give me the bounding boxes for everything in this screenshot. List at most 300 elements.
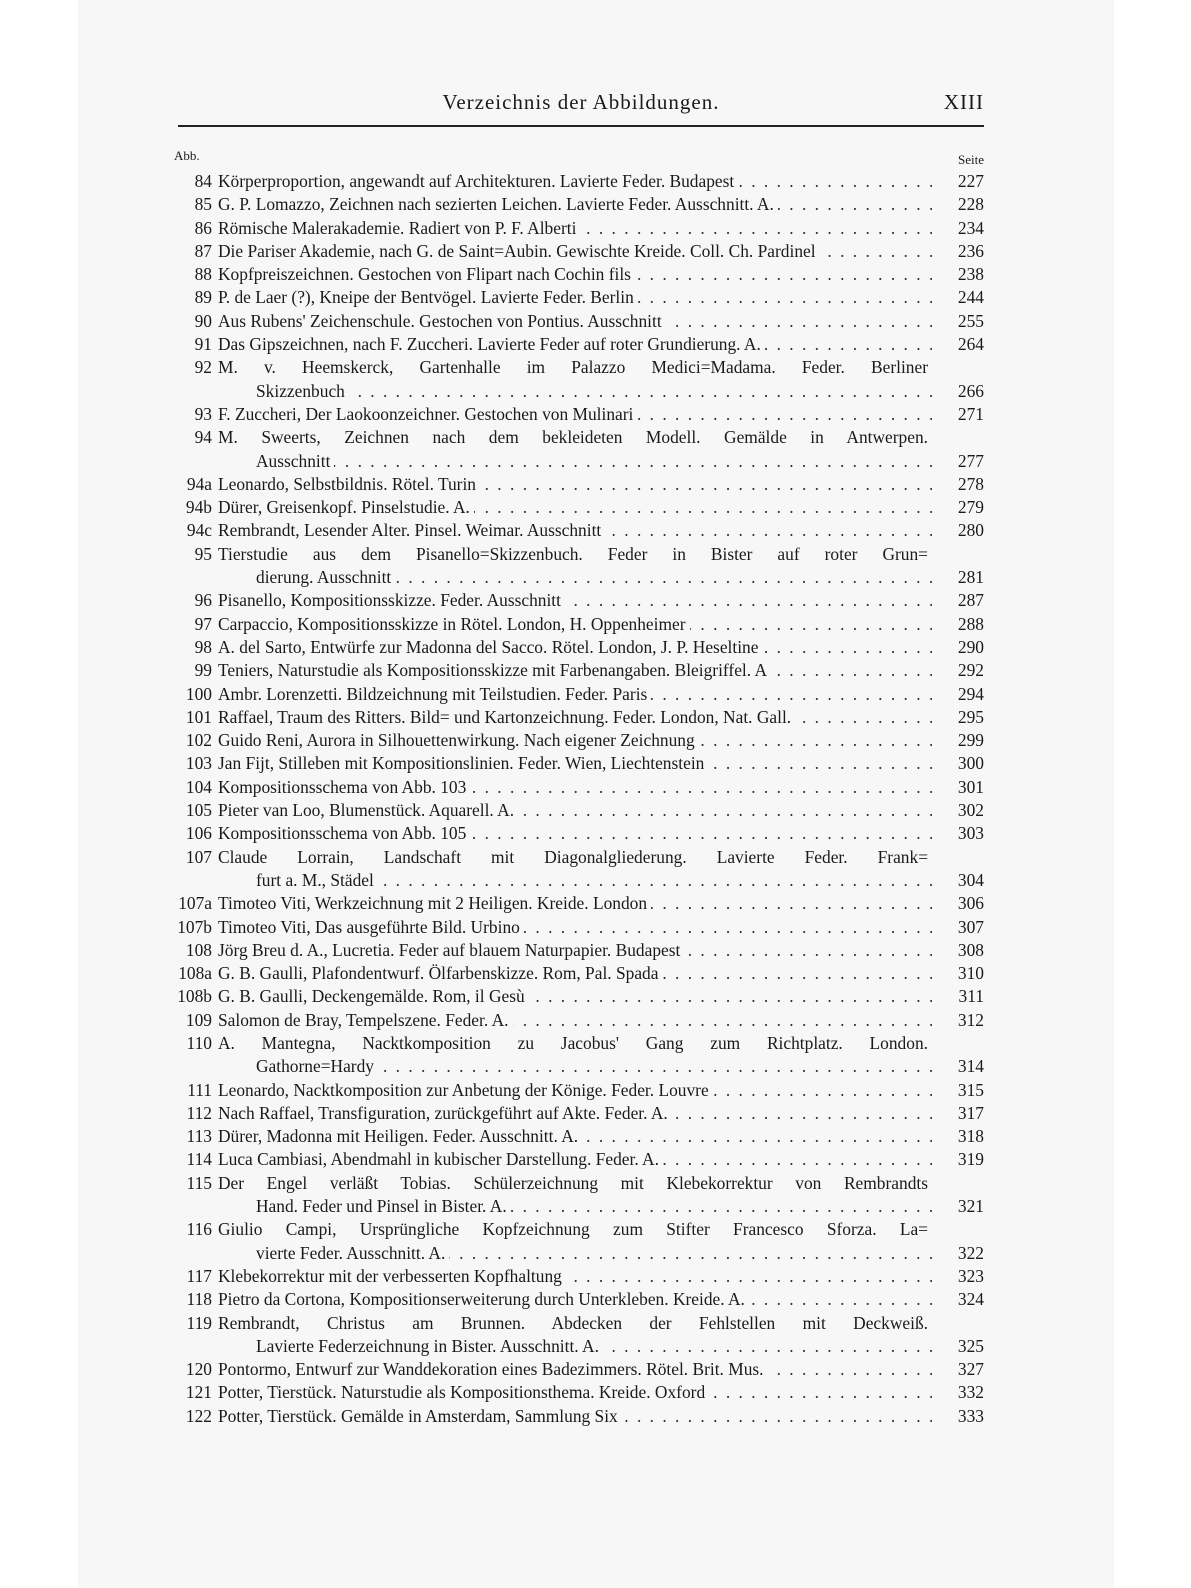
page-reference: 319 <box>957 1149 984 1170</box>
entry-line <box>172 962 984 985</box>
entry-line <box>172 846 984 869</box>
page-reference: 314 <box>957 1056 984 1077</box>
page-reference: 310 <box>957 963 984 984</box>
figure-number: 122 <box>185 1405 212 1426</box>
abb-column-label: Abb. <box>174 148 200 163</box>
page-reference: 280 <box>957 520 984 541</box>
seite-column-label: Seite <box>958 152 984 167</box>
page-reference: 312 <box>957 1009 984 1030</box>
page-reference: 266 <box>957 380 984 401</box>
figure-number: 90 <box>194 310 212 331</box>
entry-line <box>172 473 984 496</box>
figure-caption <box>256 1242 932 1265</box>
figure-entry <box>172 1381 984 1404</box>
page-reference: 277 <box>957 450 984 471</box>
figure-number: 97 <box>194 613 212 634</box>
page-reference: 264 <box>957 334 984 355</box>
figure-entry <box>172 1288 984 1311</box>
figure-caption <box>256 380 932 403</box>
figure-number: 117 <box>186 1265 212 1286</box>
page-reference: 333 <box>957 1405 984 1426</box>
figure-caption <box>218 892 932 915</box>
figure-number: 95 <box>194 543 212 564</box>
caption-text: Pietro da Cortona, Kompositionserweiterung durch Unterkleben. Kreide. A. <box>218 1289 749 1309</box>
figure-number: 106 <box>185 823 212 844</box>
caption-text: G. B. Gaulli, Deckengemälde. Rom, il Gesù <box>218 986 529 1006</box>
entry-line <box>172 1009 984 1032</box>
figure-caption <box>218 356 932 379</box>
page-reference: 317 <box>957 1102 984 1123</box>
caption-text: A. Mantegna, Nacktkomposition zu Jacobus' Gang zum Richtplatz. London. <box>218 1033 932 1053</box>
figure-caption <box>218 1125 932 1148</box>
figure-caption <box>256 566 932 589</box>
caption-text: Körperproportion, angewandt auf Architekturen. Lavierte Feder. Budapest <box>218 171 738 191</box>
entry-line <box>172 1195 984 1218</box>
figure-number: 118 <box>186 1289 212 1310</box>
page-reference: 308 <box>957 939 984 960</box>
figure-caption <box>256 869 932 892</box>
figure-entry <box>172 846 984 893</box>
entry-line <box>172 1055 984 1078</box>
entry-line <box>172 1218 984 1241</box>
figure-caption <box>218 170 932 193</box>
caption-text: Ambr. Lorenzetti. Bildzeichnung mit Teilstudien. Feder. Paris <box>218 684 651 704</box>
figure-caption <box>218 193 932 216</box>
page-reference: 301 <box>957 776 984 797</box>
figure-number: 108 <box>185 939 212 960</box>
page-reference: 292 <box>957 660 984 681</box>
figure-entry <box>172 799 984 822</box>
figure-caption <box>218 1312 932 1335</box>
figure-caption <box>218 752 932 775</box>
figure-number: 87 <box>194 240 212 261</box>
page-reference: 315 <box>957 1079 984 1100</box>
figure-number: 103 <box>185 753 212 774</box>
page-reference: 303 <box>957 823 984 844</box>
page-reference: 311 <box>958 986 984 1007</box>
caption-text: A. del Sarto, Entwürfe zur Madonna del Sacco. Rötel. London, J. P. Heseltine <box>218 637 762 657</box>
figure-entry <box>172 1172 984 1219</box>
entry-line <box>172 1335 984 1358</box>
figure-caption <box>218 985 932 1008</box>
entry-line <box>172 869 984 892</box>
figure-entry <box>172 286 984 309</box>
caption-text: Potter, Tierstück. Naturstudie als Kompositionsthema. Kreide. Oxford <box>218 1382 709 1402</box>
figure-number: 107a <box>178 893 212 914</box>
figure-caption <box>218 729 932 752</box>
page-reference: 300 <box>957 753 984 774</box>
figure-entry <box>172 776 984 799</box>
caption-text: Kopfpreiszeichnen. Gestochen von Flipart nach Cochin fils <box>218 264 635 284</box>
figure-number: 98 <box>194 636 212 657</box>
caption-text: Luca Cambiasi, Abendmahl in kubischer Darstellung. Feder. A. <box>218 1149 663 1169</box>
caption-text: Leonardo, Selbstbildnis. Rötel. Turin <box>218 474 480 494</box>
caption-text: Leonardo, Nacktkomposition zur Anbetung der Könige. Feder. Louvre <box>218 1080 713 1100</box>
figure-number: 94a <box>186 473 212 494</box>
caption-text: Timoteo Viti, Das ausgeführte Bild. Urbino <box>218 917 524 937</box>
figure-number: 101 <box>185 706 212 727</box>
header-rule <box>178 125 984 127</box>
caption-text: Guido Reni, Aurora in Silhouettenwirkung. Nach eigener Zeichnung <box>218 730 699 750</box>
caption-text: Timoteo Viti, Werkzeichnung mit 2 Heiligen. Kreide. London <box>218 893 651 913</box>
figure-number: 94 <box>194 427 212 448</box>
figure-entry <box>172 729 984 752</box>
entry-line <box>172 799 984 822</box>
caption-text: G. B. Gaulli, Plafondentwurf. Ölfarbenskizze. Rom, Pal. Spada <box>218 963 662 983</box>
caption-text: F. Zuccheri, Der Laokoonzeichner. Gestochen von Mulinari <box>218 404 637 424</box>
figure-caption <box>218 1009 932 1032</box>
figure-number: 109 <box>185 1009 212 1030</box>
caption-text: Der Engel verläßt Tobias. Schülerzeichnung mit Klebekorrektur von Rembrandts <box>218 1173 932 1193</box>
entry-line <box>172 543 984 566</box>
figure-caption <box>256 1195 932 1218</box>
figure-entry <box>172 706 984 729</box>
figure-caption <box>218 939 932 962</box>
figure-number: 104 <box>185 776 212 797</box>
figure-number: 108b <box>177 986 212 1007</box>
figure-list <box>172 170 984 1428</box>
entry-line <box>172 333 984 356</box>
entry-line <box>172 613 984 636</box>
figure-number: 115 <box>186 1172 212 1193</box>
figure-number: 94c <box>186 520 212 541</box>
figure-entry <box>172 1125 984 1148</box>
caption-text: Lavierte Federzeichnung in Bister. Ausschnitt. A. <box>256 1336 603 1356</box>
figure-number: 108a <box>178 963 212 984</box>
column-labels <box>174 148 984 168</box>
figure-number: 110 <box>186 1032 212 1053</box>
entry-line <box>172 380 984 403</box>
figure-caption <box>218 310 932 333</box>
figure-entry <box>172 263 984 286</box>
page-reference: 307 <box>957 916 984 937</box>
figure-entry <box>172 613 984 636</box>
caption-text: M. v. Heemskerck, Gartenhalle im Palazzo Medici=Madama. Feder. Berliner <box>218 357 932 377</box>
figure-caption <box>218 636 932 659</box>
figure-number: 116 <box>186 1219 212 1240</box>
figure-number: 92 <box>194 357 212 378</box>
figure-caption <box>218 589 932 612</box>
figure-caption <box>218 286 932 309</box>
figure-caption <box>218 403 932 426</box>
page-reference: 322 <box>957 1242 984 1263</box>
figure-entry <box>172 1405 984 1428</box>
caption-text: Hand. Feder und Pinsel in Bister. A. <box>256 1196 511 1216</box>
entry-line <box>172 356 984 379</box>
entry-line <box>172 1288 984 1311</box>
entry-line <box>172 1381 984 1404</box>
caption-text: Kompositionsschema von Abb. 105 <box>218 823 470 843</box>
caption-text: Pontormo, Entwurf zur Wanddekoration eines Badezimmers. Rötel. Brit. Mus. <box>218 1359 768 1379</box>
page-reference: 306 <box>957 893 984 914</box>
figure-entry <box>172 659 984 682</box>
figure-entry <box>172 892 984 915</box>
figure-caption <box>218 240 932 263</box>
page-reference: 287 <box>957 590 984 611</box>
entry-line <box>172 193 984 216</box>
figure-entry <box>172 333 984 356</box>
figure-caption <box>218 519 932 542</box>
caption-text: Dürer, Madonna mit Heiligen. Feder. Ausschnitt. A. <box>218 1126 582 1146</box>
figure-number: 114 <box>186 1149 212 1170</box>
figure-caption <box>218 543 932 566</box>
caption-text: Rembrandt, Christus am Brunnen. Abdecken der Fehlstellen mit Deckweiß. <box>218 1313 932 1333</box>
caption-text: Gathorne=Hardy <box>256 1056 378 1076</box>
figure-number: 121 <box>185 1382 212 1403</box>
figure-caption <box>218 1381 932 1404</box>
figure-caption <box>218 799 932 822</box>
figure-entry <box>172 356 984 403</box>
entry-line <box>172 1242 984 1265</box>
entry-line <box>172 240 984 263</box>
figure-entry <box>172 170 984 193</box>
figure-entry <box>172 1265 984 1288</box>
figure-entry <box>172 822 984 845</box>
figure-caption <box>218 473 932 496</box>
figure-number: 107 <box>185 846 212 867</box>
figure-number: 91 <box>194 334 212 355</box>
entry-line <box>172 659 984 682</box>
figure-entry <box>172 1358 984 1381</box>
page-reference: 228 <box>957 194 984 215</box>
figure-caption <box>218 1172 932 1195</box>
caption-text: Die Pariser Akademie, nach G. de Saint=Aubin. Gewischte Kreide. Coll. Ch. Pardinel <box>218 241 820 261</box>
entry-line <box>172 892 984 915</box>
caption-text: M. Sweerts, Zeichnen nach dem bekleideten Modell. Gemälde in Antwerpen. <box>218 427 932 447</box>
figure-caption <box>218 613 932 636</box>
entry-line <box>172 1032 984 1055</box>
figure-caption <box>256 1335 932 1358</box>
page-number: XIII <box>943 90 984 114</box>
page-reference: 327 <box>957 1359 984 1380</box>
entry-line <box>172 683 984 706</box>
figure-entry <box>172 916 984 939</box>
figure-caption <box>218 962 932 985</box>
caption-text: Rembrandt, Lesender Alter. Pinsel. Weimar. Ausschnitt <box>218 520 605 540</box>
entry-line <box>172 776 984 799</box>
caption-text: Salomon de Bray, Tempelszene. Feder. A. <box>218 1010 513 1030</box>
page-reference: 238 <box>957 264 984 285</box>
figure-entry <box>172 473 984 496</box>
figure-entry <box>172 193 984 216</box>
figure-entry <box>172 752 984 775</box>
figure-number: 85 <box>194 194 212 215</box>
page-reference: 244 <box>957 287 984 308</box>
page-reference: 288 <box>957 613 984 634</box>
page-header <box>178 86 984 122</box>
figure-number: 94b <box>185 497 212 518</box>
figure-number: 105 <box>185 800 212 821</box>
figure-entry <box>172 403 984 426</box>
figure-caption <box>218 1265 932 1288</box>
figure-caption <box>218 916 932 939</box>
figure-number: 102 <box>185 730 212 751</box>
entry-line <box>172 1265 984 1288</box>
figure-number: 86 <box>194 217 212 238</box>
page-reference: 271 <box>957 403 984 424</box>
caption-text: Carpaccio, Kompositionsskizze in Rötel. London, H. Oppenheimer <box>218 614 690 634</box>
figure-caption <box>218 822 932 845</box>
figure-entry <box>172 1102 984 1125</box>
entry-line <box>172 706 984 729</box>
figure-entry <box>172 1312 984 1359</box>
figure-number: 113 <box>186 1126 212 1147</box>
caption-text: Aus Rubens' Zeichenschule. Gestochen von Pontius. Ausschnitt <box>218 311 666 331</box>
figure-number: 119 <box>186 1312 212 1333</box>
page-reference: 318 <box>957 1126 984 1147</box>
figure-caption <box>218 683 932 706</box>
entry-line <box>172 916 984 939</box>
page-reference: 281 <box>957 567 984 588</box>
caption-text: Tierstudie aus dem Pisanello=Skizzenbuch. Feder in Bister auf roter Grun= <box>218 544 932 564</box>
figure-number: 112 <box>186 1102 212 1123</box>
figure-entry <box>172 985 984 1008</box>
figure-caption <box>218 426 932 449</box>
page-reference: 302 <box>957 800 984 821</box>
figure-caption <box>256 1055 932 1078</box>
entry-line <box>172 1172 984 1195</box>
caption-text: Das Gipszeichnen, nach F. Zuccheri. Lavierte Feder auf roter Grundierung. A. <box>218 334 765 354</box>
entry-line <box>172 636 984 659</box>
figure-entry <box>172 426 984 473</box>
figure-number: 88 <box>194 264 212 285</box>
page-reference: 304 <box>957 869 984 890</box>
entry-line <box>172 217 984 240</box>
caption-text: G. P. Lomazzo, Zeichnen nach sezierten Leichen. Lavierte Feder. Ausschnitt. A. <box>218 194 778 214</box>
page-reference: 227 <box>957 171 984 191</box>
entry-line <box>172 496 984 519</box>
page-reference: 234 <box>957 217 984 238</box>
figure-caption <box>218 1032 932 1055</box>
figure-number: 89 <box>194 287 212 308</box>
figure-caption <box>218 659 932 682</box>
caption-text: Teniers, Naturstudie als Kompositionsskizze mit Farbenangaben. Bleigriffel. A <box>218 660 771 680</box>
entry-line <box>172 519 984 542</box>
page-reference: 255 <box>957 310 984 331</box>
figure-caption <box>218 1358 932 1381</box>
caption-text: Kompositionsschema von Abb. 103 <box>218 777 470 797</box>
entry-line <box>172 1405 984 1428</box>
entry-line <box>172 1079 984 1102</box>
figure-number: 120 <box>185 1359 212 1380</box>
entry-line <box>172 729 984 752</box>
entry-line <box>172 752 984 775</box>
entry-line <box>172 566 984 589</box>
page-reference: 324 <box>957 1289 984 1310</box>
figure-caption <box>218 846 932 869</box>
figure-number: 100 <box>185 683 212 704</box>
figure-entry <box>172 683 984 706</box>
caption-text: vierte Feder. Ausschnitt. A. <box>256 1243 449 1263</box>
page-reference: 299 <box>957 730 984 751</box>
caption-text: Klebekorrektur mit der verbesserten Kopfhaltung <box>218 1266 566 1286</box>
figure-entry <box>172 543 984 590</box>
entry-line <box>172 403 984 426</box>
page-reference: 323 <box>957 1265 984 1286</box>
figure-number: 93 <box>194 403 212 424</box>
page-reference: 294 <box>957 683 984 704</box>
running-title: Verzeichnis der Abbildungen. <box>442 90 720 114</box>
caption-text: Potter, Tierstück. Gemälde in Amsterdam, Sammlung Six <box>218 1406 622 1426</box>
entry-line <box>172 426 984 449</box>
entry-line <box>172 450 984 473</box>
figure-entry <box>172 1009 984 1032</box>
figure-caption <box>218 263 932 286</box>
caption-text: Römische Malerakademie. Radiert von P. F. Alberti <box>218 218 580 238</box>
figure-caption <box>218 1218 932 1241</box>
entry-line <box>172 1148 984 1171</box>
page-reference: 278 <box>957 473 984 494</box>
entry-line <box>172 1312 984 1335</box>
figure-caption <box>218 333 932 356</box>
page-reference: 295 <box>957 706 984 727</box>
entry-line <box>172 286 984 309</box>
figure-caption <box>218 1102 932 1125</box>
entry-line <box>172 170 984 193</box>
figure-caption <box>218 217 932 240</box>
caption-text: Dürer, Greisenkopf. Pinselstudie. A. <box>218 497 474 517</box>
caption-text: Nach Raffael, Transfiguration, zurückgeführt auf Akte. Feder. A. <box>218 1103 672 1123</box>
figure-caption <box>218 1288 932 1311</box>
entry-line <box>172 939 984 962</box>
entry-line <box>172 589 984 612</box>
figure-caption <box>218 776 932 799</box>
figure-entry <box>172 1218 984 1265</box>
caption-text: Skizzenbuch <box>256 381 349 401</box>
caption-text: Pisanello, Kompositionsskizze. Feder. Ausschnitt <box>218 590 565 610</box>
figure-entry <box>172 217 984 240</box>
figure-number: 99 <box>194 660 212 681</box>
figure-entry <box>172 1079 984 1102</box>
figure-number: 96 <box>194 590 212 611</box>
entry-line <box>172 263 984 286</box>
figure-entry <box>172 240 984 263</box>
figure-entry <box>172 1148 984 1171</box>
caption-text: Ausschnitt <box>256 451 334 471</box>
page-reference: 332 <box>957 1382 984 1403</box>
caption-text: Claude Lorrain, Landschaft mit Diagonalgliederung. Lavierte Feder. Frank= <box>218 847 932 867</box>
page-reference: 290 <box>957 636 984 657</box>
figure-number: 84 <box>194 171 212 191</box>
entry-line <box>172 1125 984 1148</box>
page-reference: 279 <box>957 497 984 518</box>
figure-number: 107b <box>177 916 212 937</box>
page-reference: 321 <box>957 1196 984 1217</box>
figure-caption <box>218 1079 932 1102</box>
figure-number: 111 <box>187 1079 212 1100</box>
caption-text: Raffael, Traum des Ritters. Bild= und Kartonzeichnung. Feder. London, Nat. Gall. <box>218 707 795 727</box>
figure-entry <box>172 939 984 962</box>
figure-caption <box>218 1405 932 1428</box>
entry-line <box>172 822 984 845</box>
figure-entry <box>172 962 984 985</box>
page-reference: 236 <box>957 240 984 261</box>
figure-caption <box>218 706 932 729</box>
entry-line <box>172 1102 984 1125</box>
figure-caption <box>256 450 932 473</box>
caption-text: Pieter van Loo, Blumenstück. Aquarell. A. <box>218 800 518 820</box>
caption-text: P. de Laer (?), Kneipe der Bentvögel. Lavierte Feder. Berlin <box>218 287 638 307</box>
figure-caption <box>218 496 932 519</box>
figure-entry <box>172 589 984 612</box>
entry-line <box>172 985 984 1008</box>
caption-text: Giulio Campi, Ursprüngliche Kopfzeichnung zum Stifter Francesco Sforza. La= <box>218 1219 932 1239</box>
figure-caption <box>218 1148 932 1171</box>
entry-line <box>172 1358 984 1381</box>
figure-entry <box>172 1032 984 1079</box>
caption-text: Jörg Breu d. A., Lucretia. Feder auf blauem Naturpapier. Budapest <box>218 940 684 960</box>
figure-entry <box>172 310 984 333</box>
